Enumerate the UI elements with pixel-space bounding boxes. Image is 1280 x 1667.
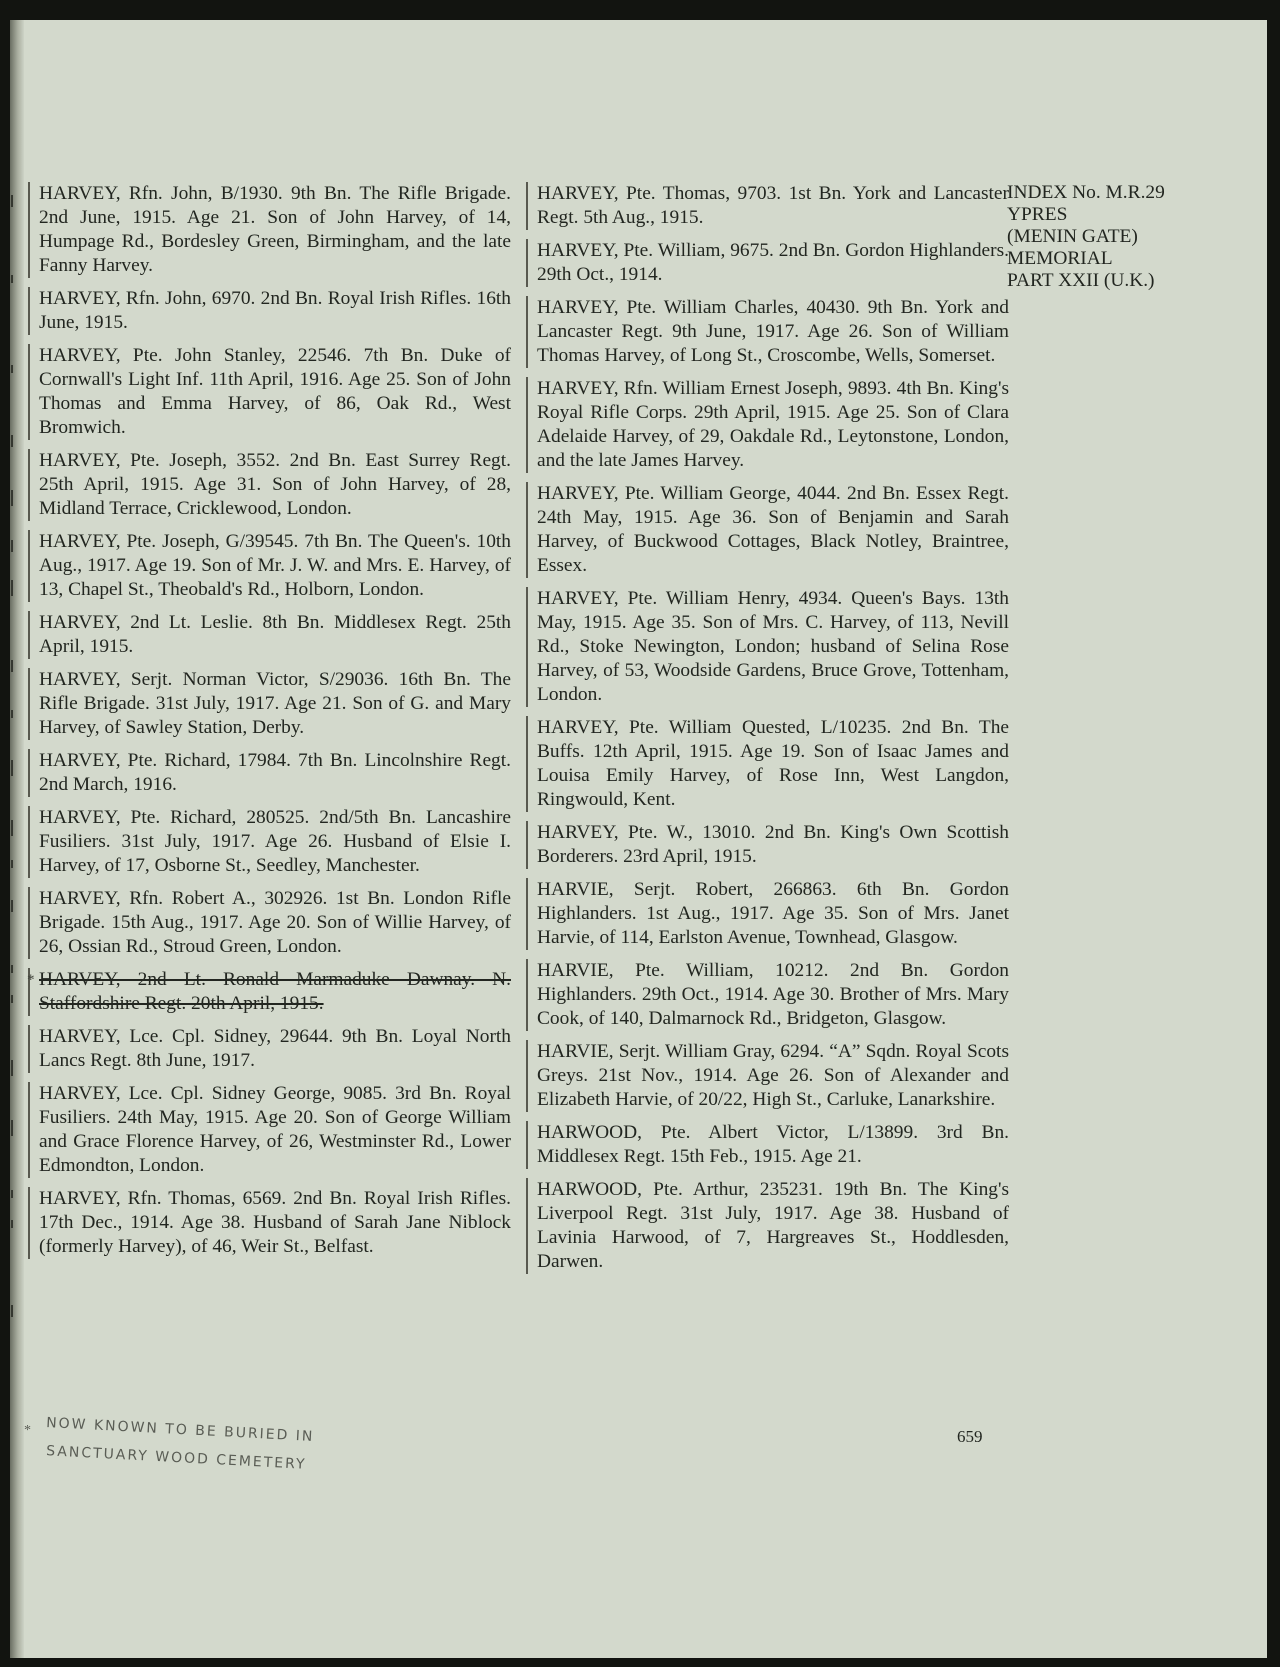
margin-tick	[11, 995, 13, 1003]
margin-tick	[11, 195, 13, 207]
casualty-entry	[28, 344, 511, 440]
entry-text: HARVEY, 2nd Lt. Ronald Marmaduke Dawnay. N. Staffordshire Regt. 20th April, 1915.	[39, 969, 511, 1014]
casualty-entry	[526, 587, 1009, 707]
entry-text: HARVEY, Pte. Richard, 280525. 2nd/5th Bn. Lancashire Fusiliers. 31st July, 1917. Age 26. Husband of Elsie I. Harvey, of 17, Osborne St., Seedley, Manchester.	[39, 807, 511, 876]
margin-tick	[11, 580, 13, 596]
casualty-entry	[526, 377, 1009, 473]
handwritten-note-line: NOW KNOWN TO BE BURIED IN	[45, 1414, 315, 1446]
margin-tick	[11, 820, 13, 836]
entry-text: HARVEY, Pte. William Henry, 4934. Queen's Bays. 13th May, 1915. Age 35. Son of Mrs. C. Harvey, of 113, Nevill Rd., Stoke Newington, London; husband of Selina Rose Harvey, of 53, Woodside Gardens, Bruce Grove, Tottenham, London.	[537, 588, 1009, 705]
entry-text: HARVEY, Pte. William Quested, L/10235. 2nd Bn. The Buffs. 12th April, 1915. Age 19. Son of Isaac James and Louisa Emily Harvey, of Rose Inn, West Langdon, Ringwould, Kent.	[537, 717, 1009, 810]
struck-entry	[28, 968, 511, 1016]
margin-tick	[11, 760, 13, 776]
entry-text: HARVIE, Serjt. William Gray, 6294. “A” Sqdn. Royal Scots Greys. 21st Nov., 1914. Age 26. Son of Alexander and Elizabeth Harvie, of 20/22, High St., Carluke, Lanarkshire.	[537, 1041, 1009, 1110]
document-page	[10, 20, 1267, 1658]
casualty-entry	[526, 959, 1009, 1031]
entry-text: HARVIE, Serjt. Robert, 266863. 6th Bn. Gordon Highlanders. 1st Aug., 1917. Age 35. Son of Mrs. Janet Harvie, of 114, Earlston Avenue, Townhead, Glasgow.	[537, 879, 1009, 948]
entry-text: HARVEY, Pte. Joseph, 3552. 2nd Bn. East Surrey Regt. 25th April, 1915. Age 31. Son of John Harvey, of 28, Midland Terrace, Cricklewood, London.	[39, 450, 511, 519]
entry-text: HARVEY, Pte. William, 9675. 2nd Bn. Gordon Highlanders. 29th Oct., 1914.	[537, 240, 1009, 285]
asterisk-mark: *	[27, 972, 35, 988]
entry-text: HARVEY, 2nd Lt. Leslie. 8th Bn. Middlesex Regt. 25th April, 1915.	[39, 612, 511, 657]
margin-tick	[11, 435, 13, 447]
casualty-entry	[28, 449, 511, 521]
margin-tick	[11, 1190, 13, 1198]
entry-text: HARVEY, Pte. William Charles, 40430. 9th Bn. York and Lancaster Regt. 9th June, 1917. Age 26. Son of William Thomas Harvey, of Long St., Croscombe, Wells, Somerset.	[537, 297, 1009, 366]
entry-text: HARVEY, Rfn. Thomas, 6569. 2nd Bn. Royal Irish Rifles. 17th Dec., 1914. Age 38. Husband of Sarah Jane Niblock (formerly Harvey), of 46, Weir St., Belfast.	[39, 1188, 511, 1257]
margin-tick	[11, 365, 13, 373]
entry-text: HARWOOD, Pte. Albert Victor, L/13899. 3rd Bn. Middlesex Regt. 15th Feb., 1915. Age 21.	[537, 1122, 1009, 1167]
index-line: INDEX No. M.R.29	[1007, 182, 1165, 203]
casualty-entry	[28, 887, 511, 959]
index-line: PART XXII (U.K.)	[1007, 270, 1155, 291]
casualty-entry	[526, 878, 1009, 950]
casualty-entry	[28, 611, 511, 659]
casualty-entry	[526, 296, 1009, 368]
entry-text: HARVEY, Rfn. William Ernest Joseph, 9893. 4th Bn. King's Royal Rifle Corps. 29th April, 1915. Age 25. Son of Clara Adelaide Harvey, of 29, Oakdale Rd., Leytonstone, London, and the late James Harvey.	[537, 378, 1009, 471]
index-line: MEMORIAL	[1007, 248, 1113, 269]
casualty-entry	[28, 1082, 511, 1178]
margin-tick	[11, 275, 13, 283]
casualty-entry	[28, 806, 511, 878]
casualty-entry	[526, 482, 1009, 578]
casualty-entry	[28, 668, 511, 740]
entry-text: HARVIE, Pte. William, 10212. 2nd Bn. Gordon Highlanders. 29th Oct., 1914. Age 30. Brother of Mrs. Mary Cook, of 140, Dalmarnock Rd., Bridgeton, Glasgow.	[537, 960, 1009, 1029]
index-line: (MENIN GATE)	[1007, 226, 1138, 247]
entry-text: HARVEY, Pte. Richard, 17984. 7th Bn. Lincolnshire Regt. 2nd March, 1916.	[39, 750, 511, 795]
left-column	[28, 182, 511, 1268]
entry-text: HARVEY, Lce. Cpl. Sidney, 29644. 9th Bn. Loyal North Lancs Regt. 8th June, 1917.	[39, 1026, 511, 1071]
entry-text: HARVEY, Pte. Joseph, G/39545. 7th Bn. The Queen's. 10th Aug., 1917. Age 19. Son of Mr. J. W. and Mrs. E. Harvey, of 13, Chapel St., Theobald's Rd., Holborn, London.	[39, 531, 511, 600]
entry-text: HARVEY, Rfn. John, 6970. 2nd Bn. Royal Irish Rifles. 16th June, 1915.	[39, 288, 511, 333]
margin-marks	[10, 20, 26, 1658]
entry-text: HARVEY, Pte. W., 13010. 2nd Bn. King's Own Scottish Borderers. 23rd April, 1915.	[537, 822, 1009, 867]
entry-text: HARVEY, Lce. Cpl. Sidney George, 9085. 3rd Bn. Royal Fusiliers. 24th May, 1915. Age 20. Son of George William and Grace Florence Harvey, of 26, Westminster Rd., Lower Edmondton, London.	[39, 1083, 511, 1176]
casualty-entry	[28, 287, 511, 335]
margin-tick	[11, 660, 13, 672]
entry-text: HARVEY, Rfn. John, B/1930. 9th Bn. The Rifle Brigade. 2nd June, 1915. Age 21. Son of John Harvey, of 14, Humpage Rd., Bordesley Green, Birmingham, and the late Fanny Harvey.	[39, 183, 511, 276]
casualty-entry	[526, 716, 1009, 812]
entry-text: HARVEY, Pte. John Stanley, 22546. 7th Bn. Duke of Cornwall's Light Inf. 11th April, 1916. Age 25. Son of John Thomas and Emma Harvey, of 86, Oak Rd., West Bromwich.	[39, 345, 511, 438]
margin-tick	[11, 490, 13, 506]
margin-tick	[11, 1120, 13, 1136]
entry-text: HARVEY, Pte. William George, 4044. 2nd Bn. Essex Regt. 24th May, 1915. Age 36. Son of Benjamin and Sarah Harvey, of Buckwood Cottages, Black Notley, Braintree, Essex.	[537, 483, 1009, 576]
casualty-entry	[526, 1178, 1009, 1274]
casualty-entry	[526, 821, 1009, 869]
margin-tick	[11, 1220, 13, 1228]
casualty-entry	[526, 1121, 1009, 1169]
casualty-entry	[526, 239, 1009, 287]
casualty-entry	[28, 530, 511, 602]
casualty-entry	[28, 182, 511, 278]
casualty-entry	[28, 1187, 511, 1259]
casualty-entry	[28, 749, 511, 797]
index-line: YPRES	[1007, 204, 1068, 225]
page-number: 659	[957, 1427, 983, 1446]
entry-text: HARVEY, Serjt. Norman Victor, S/29036. 16th Bn. The Rifle Brigade. 31st July, 1917. Age 21. Son of G. and Mary Harvey, of Sawley Station, Derby.	[39, 669, 511, 738]
entry-text: HARVEY, Pte. Thomas, 9703. 1st Bn. York and Lancaster Regt. 5th Aug., 1915.	[537, 183, 1009, 228]
margin-tick	[11, 710, 13, 718]
margin-tick	[11, 900, 13, 912]
margin-tick	[11, 1305, 13, 1317]
entry-text: HARWOOD, Pte. Arthur, 235231. 19th Bn. The King's Liverpool Regt. 31st July, 1917. Age 38. Husband of Lavinia Harwood, of 7, Hargreaves St., Hoddlesden, Darwen.	[537, 1179, 1009, 1272]
margin-tick	[11, 860, 13, 868]
entry-text: HARVEY, Rfn. Robert A., 302926. 1st Bn. London Rifle Brigade. 15th Aug., 1917. Age 20. Son of Willie Harvey, of 26, Ossian Rd., Stroud Green, London.	[39, 888, 511, 957]
index-heading	[1007, 182, 1165, 292]
margin-tick	[11, 965, 13, 973]
handwritten-mark: *	[24, 1423, 31, 1438]
margin-tick	[11, 540, 13, 552]
casualty-entry	[526, 182, 1009, 230]
casualty-entry	[28, 1025, 511, 1073]
handwritten-note-line: SANCTUARY WOOD CEMETERY	[45, 1443, 307, 1473]
middle-column	[526, 182, 1009, 1283]
casualty-entry	[526, 1040, 1009, 1112]
margin-tick	[11, 1060, 13, 1076]
